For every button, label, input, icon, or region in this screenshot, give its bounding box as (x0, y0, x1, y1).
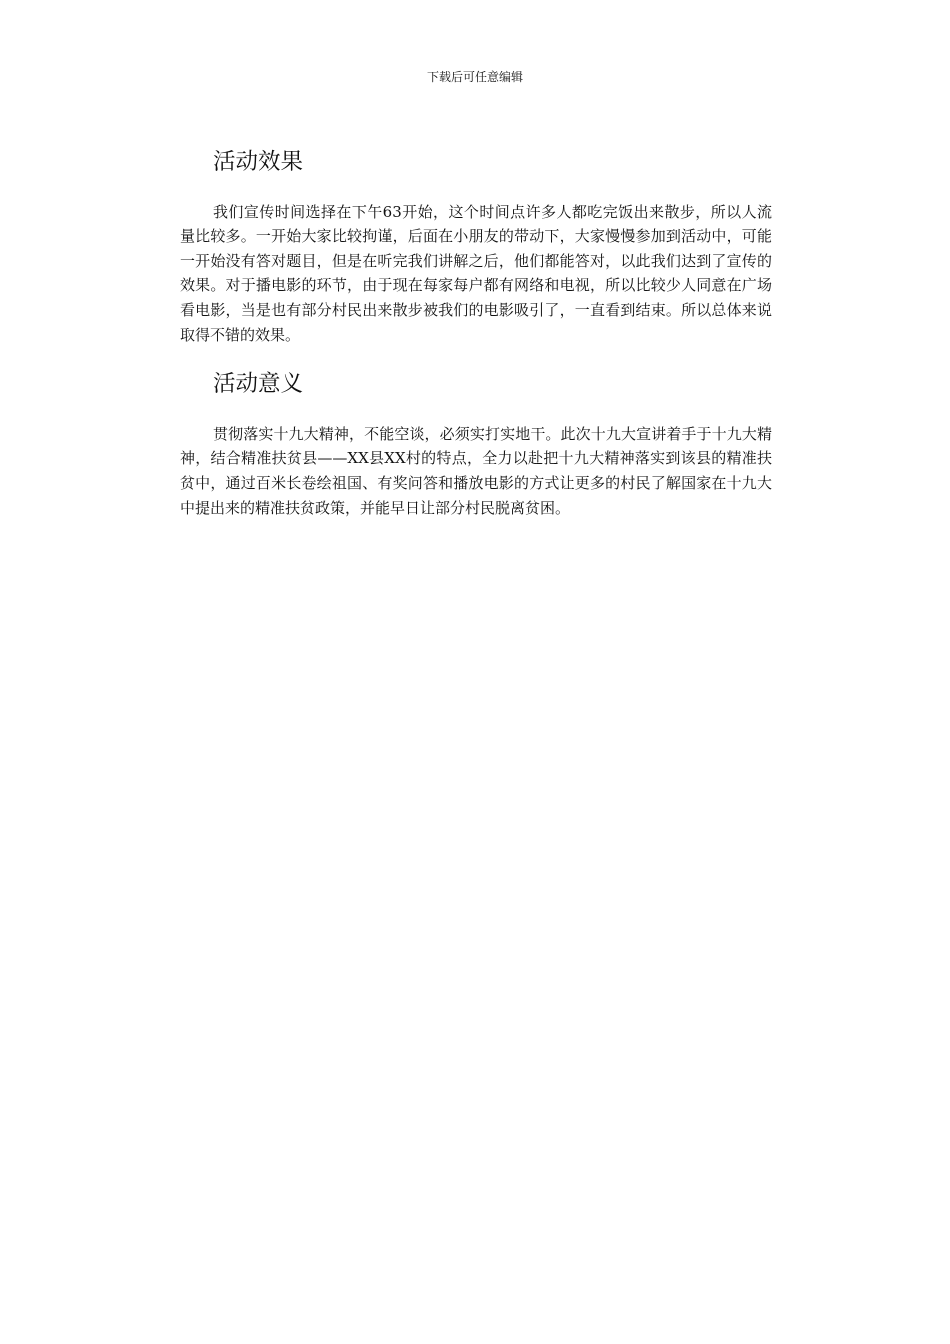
document-body (180, 150, 772, 520)
spacer (180, 347, 772, 372)
spacer (180, 397, 772, 422)
section-heading-significance: 活动意义 (213, 371, 304, 398)
section-paragraph-effect: 我们宣传时间选择在下午63开始，这个时间点许多人都吃完饭出来散步，所以人流量比较多。一开始大家比较拘谨，后面在小朋友的带动下，大家慢慢参加到活动中，可能一开始没有答对题目，但是在听完我们讲解之后，他们都能答对，以此我们达到了宣传的效果。对于播电影的环节，由于现在每家每户都有网络和电视，所以比较少人同意在广场看电影，当是也有部分村民出来散步被我们的电影吸引了，一直看到结束。所以总体来说取得不错的效果。 (180, 202, 772, 344)
section-paragraph-significance: 贯彻落实十九大精神，不能空谈，必须实打实地干。此次十九大宣讲着手于十九大精神，结合精准扶贫县——XX县XX村的特点，全力以赴把十九大精神落实到该县的精准扶贫中，通过百米长卷绘祖国、有奖问答和播放电影的方式让更多的村民了解国家在十九大中提出来的精准扶贫政策，并能早日让部分村民脱离贫困。 (180, 424, 772, 517)
page-header-note: 下载后可任意编辑 (426, 70, 523, 84)
spacer (180, 175, 772, 200)
section-heading-effect: 活动效果 (213, 149, 304, 175)
